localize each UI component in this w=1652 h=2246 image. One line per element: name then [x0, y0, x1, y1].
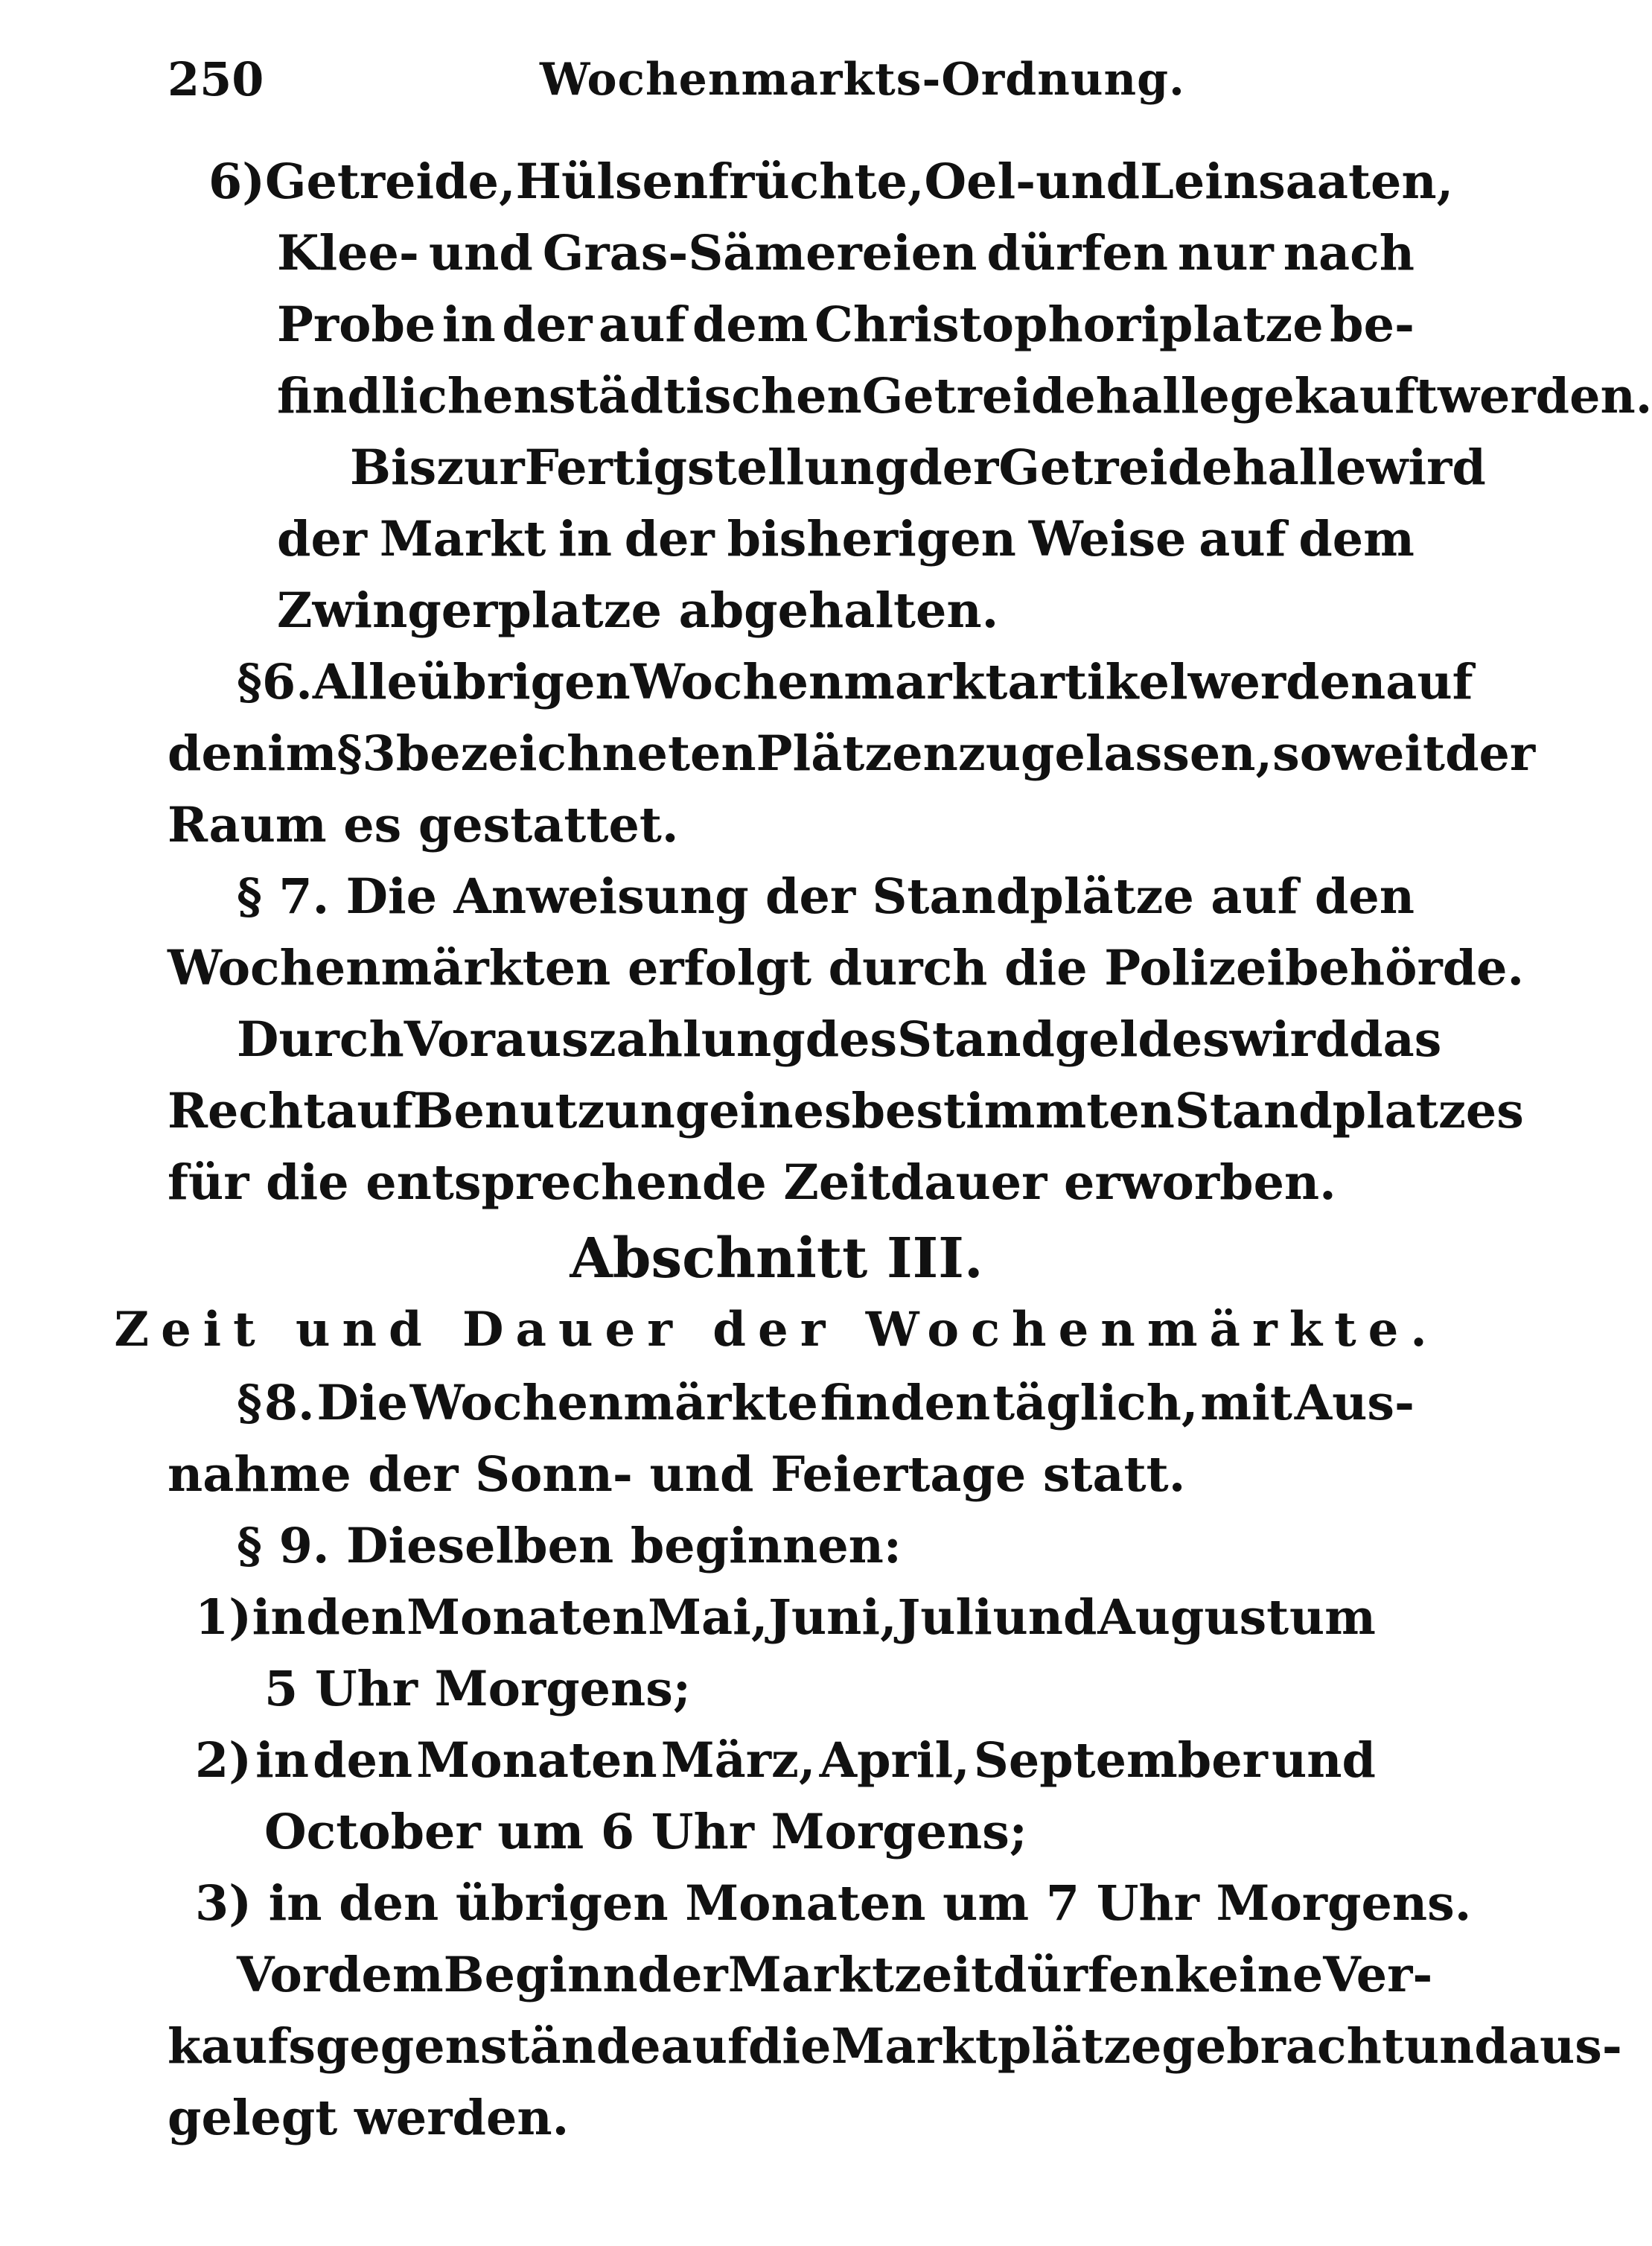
word: werden [1187, 654, 1386, 710]
word: Fertigstellung [524, 439, 909, 496]
word: täglich, [992, 1375, 1199, 1431]
word: um [1289, 1589, 1376, 1646]
closing-line-3: gelegt werden. [168, 2090, 570, 2146]
word: März, [660, 1732, 816, 1789]
word: auf [599, 296, 686, 353]
word: Benutzung [412, 1083, 709, 1139]
page-header [168, 46, 1403, 113]
word: der [765, 868, 856, 925]
para7b-line-1 [237, 1004, 1442, 1075]
para6-line-3: Raum es gestattet. [168, 797, 679, 853]
word: September [973, 1732, 1268, 1789]
closing-line-2 [168, 2011, 1622, 2082]
word: die [747, 2018, 832, 2075]
word: Getreidehalle [998, 439, 1367, 496]
word: übrigen [418, 654, 631, 710]
word: be- [1330, 296, 1415, 353]
para8-line-2: nahme der Sonn- und Feiertage statt. [168, 1446, 1186, 1503]
word: Recht [168, 1083, 326, 1139]
word: städtischen [548, 368, 862, 424]
word: auf [1211, 868, 1298, 925]
word: und [1271, 1732, 1376, 1789]
list-item-1-line-2: 5 Uhr Morgens; [264, 1661, 691, 1717]
word: in [252, 1589, 306, 1646]
para7b-line-2 [168, 1075, 1524, 1147]
word: Standgeldes [897, 1011, 1230, 1068]
page-number: 250 [168, 52, 264, 106]
word: dem [692, 296, 809, 353]
word: in [441, 296, 496, 353]
word: Monaten [406, 1589, 648, 1646]
word: im [267, 725, 337, 782]
word: dürfen [986, 225, 1168, 281]
word: den [306, 1589, 406, 1646]
list-item-2-line-2: October um 6 Uhr Morgens; [264, 1804, 1027, 1860]
word: bisherigen [727, 511, 1016, 567]
para6-line-1 [237, 646, 1473, 718]
word: und [1036, 153, 1141, 210]
item6-line-5 [350, 432, 1486, 503]
word: Standplatzes [1174, 1083, 1524, 1139]
word: den [168, 725, 268, 782]
word: § [237, 868, 262, 925]
word: auf [325, 1083, 413, 1139]
word: Getreidehalle [861, 368, 1230, 424]
word: der [624, 511, 715, 567]
word: den [313, 1732, 413, 1789]
item6-line-2 [277, 217, 1415, 289]
item6-line-3 [277, 289, 1415, 360]
word: Hülsenfrüchte, [515, 153, 925, 210]
para7-line-1 [237, 861, 1415, 932]
word: dürfen [993, 1947, 1175, 2003]
word: gekauft [1229, 368, 1438, 424]
para7b-line-3: für die entsprechende Zeitdauer erworben. [168, 1154, 1336, 1211]
list-item-3: 3) in den übrigen Monaten um 7 Uhr Morgens. [195, 1875, 1472, 1932]
word: § [237, 654, 262, 710]
word: zur [436, 439, 525, 496]
para9: § 9. Dieselben beginnen: [237, 1518, 902, 1574]
item6-line-1 [208, 146, 1454, 217]
section-subheading: Zeit und Dauer der Wochenmärkte. [114, 1302, 1439, 1358]
word: August [1097, 1589, 1289, 1646]
word: Alle [312, 654, 418, 710]
closing-line-1 [237, 1939, 1433, 2011]
word: keine [1174, 1947, 1324, 2003]
item6-line-4 [277, 360, 1652, 432]
word: finden [820, 1375, 991, 1431]
word: Juli [897, 1589, 992, 1646]
word: 3 [362, 725, 396, 782]
word: Weise [1028, 511, 1187, 567]
word: nur [1177, 225, 1274, 281]
word: gebracht [1161, 2018, 1404, 2075]
word: 6. [262, 654, 313, 710]
word: nach [1283, 225, 1415, 281]
word: Vorauszahlung [404, 1011, 806, 1068]
word: werden. [1438, 368, 1652, 424]
word: auf [660, 2018, 748, 2075]
word: Leinsaaten, [1140, 153, 1454, 210]
word: Vor [237, 1947, 328, 2003]
word: Klee- [277, 225, 419, 281]
word: Standplätze [872, 868, 1194, 925]
word: der [637, 1947, 728, 2003]
word: wird [1366, 439, 1486, 496]
word: § [337, 725, 363, 782]
word: 2) [195, 1732, 252, 1789]
word: auf [1385, 654, 1473, 710]
para6-line-2 [168, 718, 1536, 789]
word: Aus- [1294, 1375, 1415, 1431]
word: des [805, 1011, 898, 1068]
word: Die [316, 1375, 408, 1431]
word: Christophoriplatze [814, 296, 1324, 353]
item6-line-7: Zwingerplatze abgehalten. [277, 582, 999, 639]
para7-line-2: Wochenmärkten erfolgt durch die Polizeibehörde. [168, 940, 1525, 996]
item6-line-6 [277, 503, 1415, 575]
word: Beginn [443, 1947, 638, 2003]
word: dem [1298, 511, 1415, 567]
word: und [1403, 2018, 1508, 2075]
word: § [237, 1375, 262, 1431]
word: Plätzen [756, 725, 958, 782]
word: Die [345, 868, 438, 925]
word: April, [819, 1732, 970, 1789]
word: bestimmten [851, 1083, 1175, 1139]
word: das [1349, 1011, 1442, 1068]
word: wird [1229, 1011, 1350, 1068]
word: aus- [1508, 2018, 1622, 2075]
word: in [255, 1732, 310, 1789]
word: 7. [278, 868, 330, 925]
word: mit [1200, 1375, 1292, 1431]
section-heading: Abschnitt III. [570, 1227, 983, 1291]
word: und [428, 225, 533, 281]
word: Bis [350, 439, 437, 496]
word: Getreide, [264, 153, 516, 210]
word: Gras-Sämereien [542, 225, 978, 281]
word: in [558, 511, 612, 567]
word: Wochenmärkte [409, 1375, 818, 1431]
running-title: Wochenmarkts-Ordnung. [540, 54, 1185, 106]
list-item-2-line-1 [195, 1725, 1376, 1796]
word: bezeichneten [395, 725, 756, 782]
word: Anweisung [453, 868, 749, 925]
word: Mai, [648, 1589, 768, 1646]
word: Juni, [768, 1589, 897, 1646]
word: auf [1199, 511, 1286, 567]
list-item-1-line-1 [195, 1582, 1376, 1653]
word: kaufsgegenstände [168, 2018, 661, 2075]
word: zugelassen, [957, 725, 1273, 782]
word: Marktzeit [727, 1947, 994, 2003]
word: und [992, 1589, 1097, 1646]
word: 1) [195, 1589, 252, 1646]
word: 6) [208, 153, 265, 210]
word: Marktplätze [831, 2018, 1162, 2075]
word: Oel- [924, 153, 1036, 210]
word: der [502, 296, 593, 353]
word: der [277, 511, 368, 567]
word: der [1445, 725, 1536, 782]
word: findlichen [277, 368, 549, 424]
para8-line-1 [237, 1367, 1415, 1439]
word: soweit [1272, 725, 1446, 782]
word: Durch [237, 1011, 404, 1068]
word: Probe [277, 296, 436, 353]
word: eines [709, 1083, 852, 1139]
word: den [1314, 868, 1415, 925]
word: dem [328, 1947, 444, 2003]
word: 8. [264, 1375, 315, 1431]
word: Markt [379, 511, 546, 567]
word: Monaten [416, 1732, 657, 1789]
word: Wochenmarktartikel [630, 654, 1188, 710]
word: der [908, 439, 999, 496]
word: Ver- [1323, 1947, 1433, 2003]
